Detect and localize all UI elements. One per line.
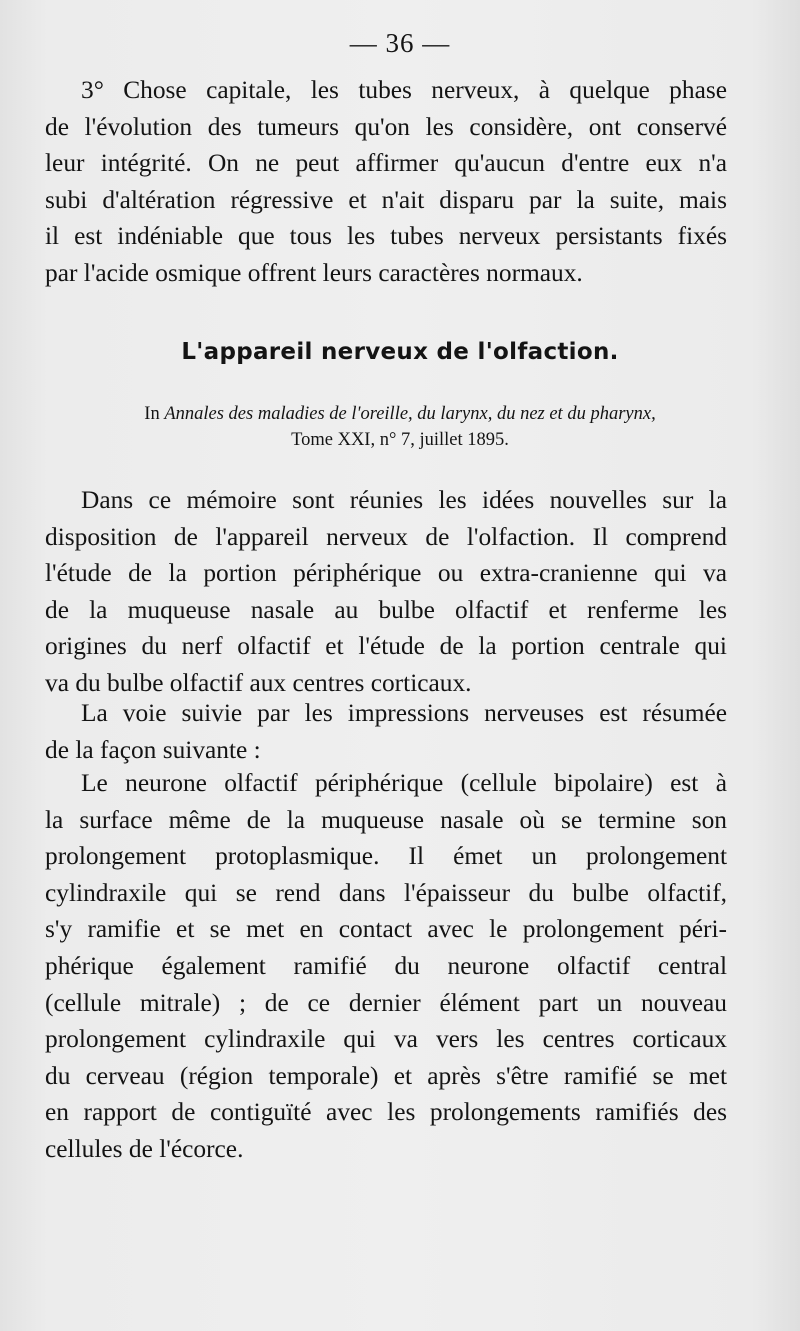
paragraph-line: par l'acide osmique offrent leurs caractères normaux. [45,258,583,287]
paragraph-line: cellules de l'écorce. [45,1134,244,1163]
paragraph-line: 3° Chose capitale, les tubes nerveux, à quelque phase [81,76,727,104]
paragraph-line: de la façon suivante : [45,735,261,764]
citation-line-2: Tome XXI, n° 7, juillet 1895. [291,430,509,450]
paragraph-line: leur intégrité. On ne peut affirmer qu'aucun d'entre eux n'a [45,149,727,178]
citation-line-1 [0,400,800,428]
paragraph-line: phérique également ramifié du neurone olfactif central [45,951,727,980]
paragraph-line: de l'évolution des tumeurs qu'on les considère, ont conservé [45,112,727,141]
paragraph-line: prolongement cylindraxile qui va vers les centres corticaux [45,1025,727,1054]
paragraph-line: Le neurone olfactif périphérique (cellule bipolaire) est à [81,769,727,797]
section-heading: L'appareil nerveux de l'olfaction. [181,339,619,365]
citation-journal: Annales des maladies de l'oreille, du larynx, du nez et du pharynx, [164,404,656,424]
paragraph-line: (cellule mitrale) ; de ce dernier élément part un nouveau [45,988,727,1017]
paragraph-line: cylindraxile qui se rend dans l'épaisseur du bulbe olfactif, [45,878,727,907]
paragraph-neurone [45,765,727,1168]
paragraph-line: disposition de l'appareil nerveux de l'olfaction. Il comprend [45,522,727,551]
paragraph-line: du cerveau (région temporale) et après s'être ramifié se met [45,1061,727,1090]
paragraph-line: La voie suivie par les impressions nerveuses est résumée [81,699,727,727]
paragraph-tubes-nerveux [45,72,727,292]
paragraph-line: Dans ce mémoire sont réunies les idées nouvelles sur la [81,486,727,514]
paragraph-line: l'étude de la portion périphérique ou extra-cranienne qui va [45,559,727,588]
page-number: — 36 — [349,28,451,58]
paragraph-memoire [45,482,727,702]
paragraph-line: va du bulbe olfactif aux centres corticaux. [45,668,472,697]
paragraph-line: il est indéniable que tous les tubes nerveux persistants fixés [45,222,727,251]
paragraph-line: s'y ramifie et se met en contact avec le prolongement péri- [45,915,727,944]
paragraph-line: de la muqueuse nasale au bulbe olfactif et renferme les [45,595,727,624]
citation-prefix: In [144,404,160,424]
paragraph-voie [45,695,727,768]
paragraph-line: origines du nerf olfactif et l'étude de la portion centrale qui [45,632,727,661]
paragraph-line: prolongement protoplasmique. Il émet un prolongement [45,842,727,871]
paragraph-line: subi d'altération régressive et n'ait disparu par la suite, mais [45,185,727,214]
paragraph-line: la surface même de la muqueuse nasale où se termine son [45,805,727,834]
paragraph-line: en rapport de contiguïté avec les prolongements ramifiés des [45,1098,727,1127]
